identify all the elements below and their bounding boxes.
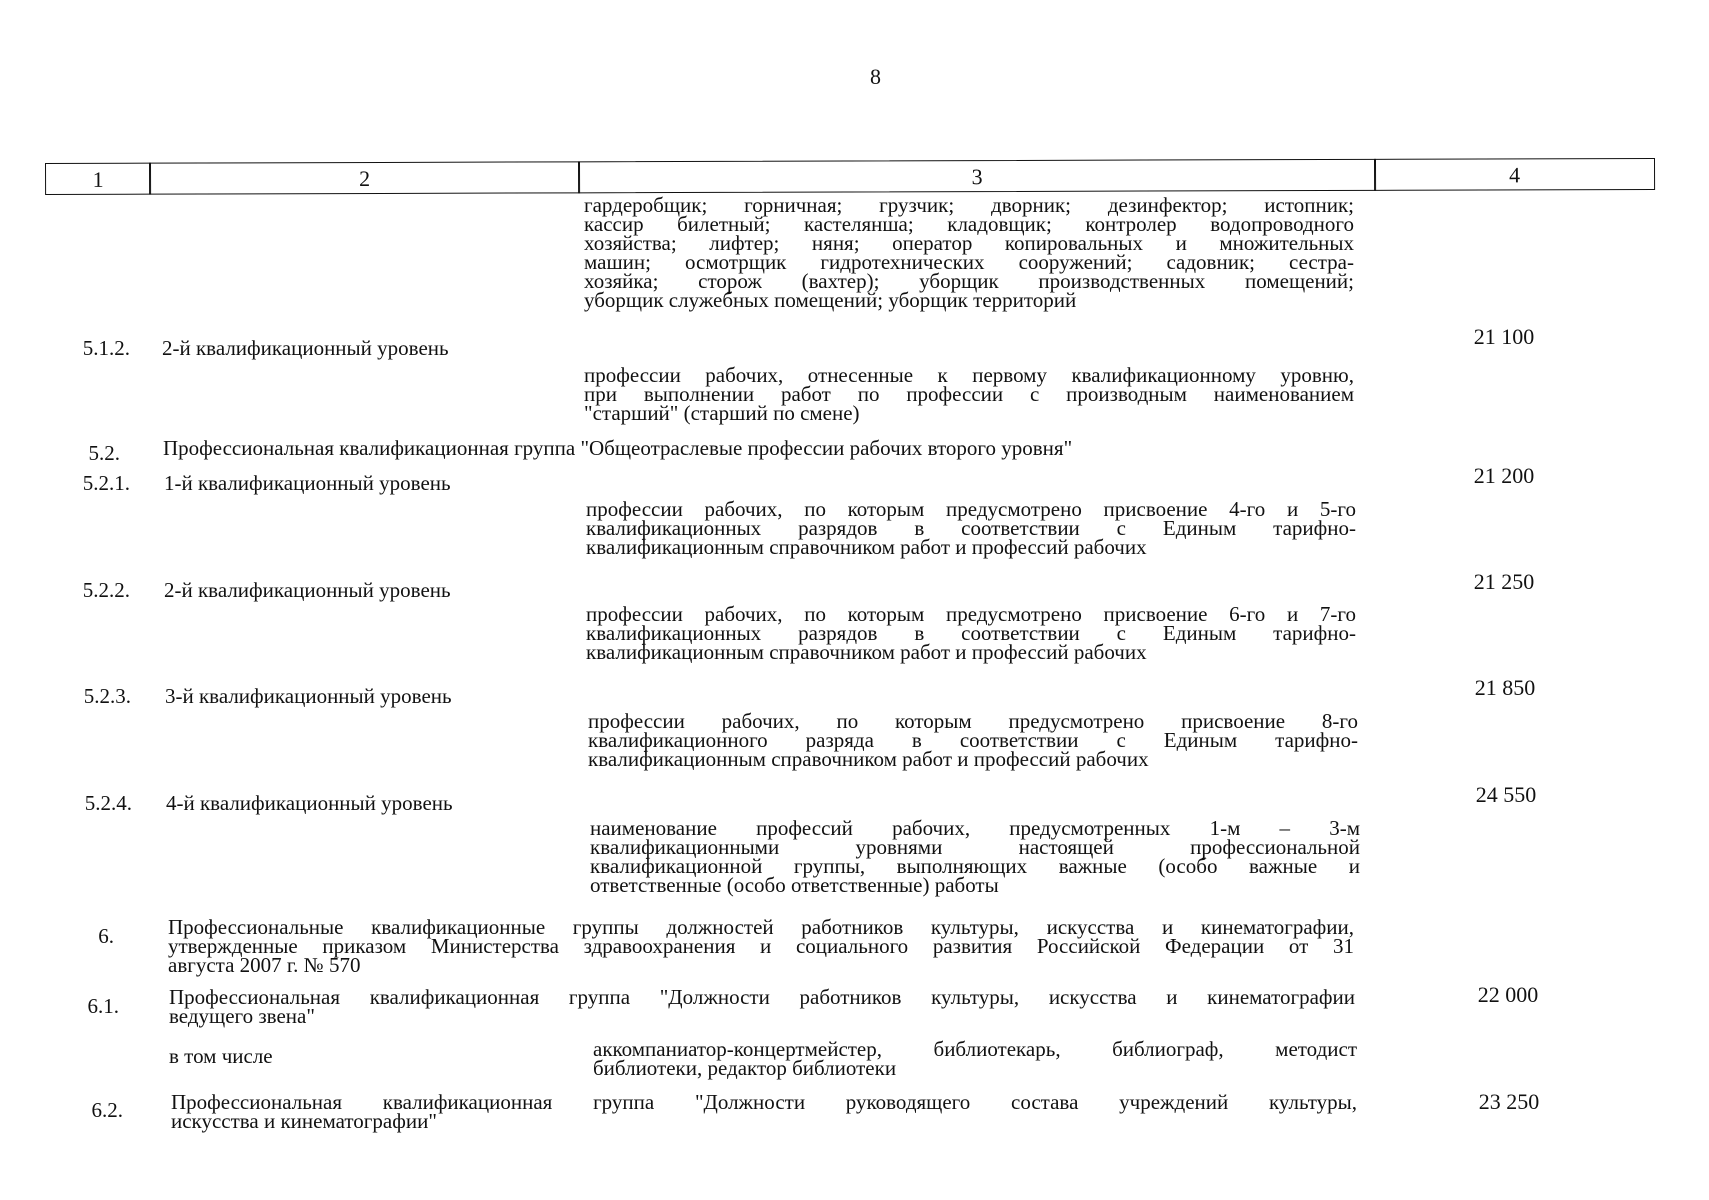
row-title: Профессиональная квалификационная группа "Должности работников культуры, искусства и кинематографии ведущего звена" <box>169 985 1355 1028</box>
header-col-1: 1 <box>45 163 151 195</box>
row-title: 4-й квалификационный уровень <box>166 791 453 815</box>
desc-line: хозяйства; лифтер; няня; оператор копировальных и множительных <box>584 231 1354 255</box>
desc-line: машин; осмотрщик гидротехнических сооружений; садовник; сестра- <box>584 250 1354 274</box>
header-col-3: 3 <box>578 159 1376 194</box>
desc-line: наименование профессий рабочих, предусмотренных 1-м – 3-м <box>590 816 1360 840</box>
desc-line: ответственные (особо ответственные) работы <box>590 873 999 897</box>
desc-line: квалификационной группы, выполняющих важные (особо важные и <box>590 854 1360 878</box>
row-number: 5.2.1. <box>82 471 130 495</box>
row-value: 21 250 <box>1473 569 1535 594</box>
row-value: 21 200 <box>1473 463 1535 488</box>
desc-line: квалификационным справочником работ и профессий рабочих <box>586 640 1147 664</box>
desc-line: при выполнении работ по профессии с производным наименованием <box>584 382 1354 406</box>
row-title: Профессиональные квалификационные группы должностей работников культуры, искусства и кинематографии, утвержденные приказом Министерства здравоохранения и социального развития Российской Федерации от 31 августа 2007 г. № 570 <box>168 915 1354 977</box>
row-number: 5.2. <box>88 441 120 465</box>
row-title: 3-й квалификационный уровень <box>165 684 452 708</box>
desc-line: библиотеки, редактор библиотеки <box>593 1056 897 1080</box>
desc-line: профессии рабочих, по которым предусмотрено присвоение 6-го и 7-го <box>586 602 1356 626</box>
desc-line: аккомпаниатор-концертмейстер, библиотекарь, библиограф, методист <box>593 1037 1357 1061</box>
desc-line: "старший" (старший по смене) <box>584 401 860 425</box>
row-number: 6. <box>98 924 114 948</box>
row-number: 5.2.4. <box>84 791 132 815</box>
desc-line: уборщик служебных помещений; уборщик территорий <box>584 288 1077 312</box>
desc-line: квалификационными уровнями настоящей профессиональной <box>590 835 1360 859</box>
desc-line: гардеробщик; горничная; грузчик; дворник; дезинфектор; истопник; <box>584 193 1354 217</box>
row-title: Профессиональная квалификационная группа "Общеотраслевые профессии рабочих второго уровня" <box>163 436 1073 460</box>
page-number: 8 <box>870 64 881 89</box>
row-number: 5.2.3. <box>83 684 131 708</box>
row-number: 6.2. <box>91 1098 123 1122</box>
row-description <box>588 709 1358 771</box>
desc-line: профессии рабочих, отнесенные к первому квалификационному уровню, <box>584 363 1354 387</box>
row-subtitle: в том числе <box>169 1044 273 1068</box>
desc-line: профессии рабочих, по которым предусмотрено присвоение 4-го и 5-го <box>586 497 1356 521</box>
row-value: 22 000 <box>1477 982 1539 1007</box>
row-title: 2-й квалификационный уровень <box>164 578 451 602</box>
header-col-2: 2 <box>149 161 580 194</box>
desc-line: квалификационного разряда в соответствии с Единым тарифно- <box>588 728 1358 752</box>
desc-line: квалификационным справочником работ и профессий рабочих <box>588 747 1149 771</box>
row-title: Профессиональная квалификационная группа "Должности руководящего состава учреждений культуры, искусства и кинематографии" <box>171 1090 1357 1133</box>
row-description <box>584 363 1354 425</box>
header-col-4: 4 <box>1374 158 1655 191</box>
row-number: 5.1.2. <box>82 336 130 360</box>
desc-line: квалификационных разрядов в соответствии с Единым тарифно- <box>586 621 1356 645</box>
desc-line: кассир билетный; кастелянша; кладовщик; контролер водопроводного <box>584 212 1354 236</box>
desc-line: квалификационных разрядов в соответствии с Единым тарифно- <box>586 516 1356 540</box>
row-title: 1-й квалификационный уровень <box>164 471 451 495</box>
intro-description <box>584 193 1354 312</box>
row-number: 6.1. <box>87 994 119 1018</box>
desc-line: профессии рабочих, по которым предусмотрено присвоение 8-го <box>588 709 1358 733</box>
row-value: 24 550 <box>1475 782 1537 807</box>
row-number: 5.2.2. <box>82 578 130 602</box>
row-value: 21 850 <box>1474 675 1536 700</box>
row-title: 2-й квалификационный уровень <box>162 336 449 360</box>
row-description <box>586 602 1356 664</box>
row-description <box>590 816 1360 897</box>
row-description <box>593 1037 1357 1080</box>
desc-line: хозяйка; сторож (вахтер); уборщик производственных помещений; <box>584 269 1354 293</box>
row-description <box>586 497 1356 559</box>
row-value: 21 100 <box>1473 324 1535 349</box>
row-value: 23 250 <box>1478 1089 1540 1114</box>
desc-line: квалификационным справочником работ и профессий рабочих <box>586 535 1147 559</box>
